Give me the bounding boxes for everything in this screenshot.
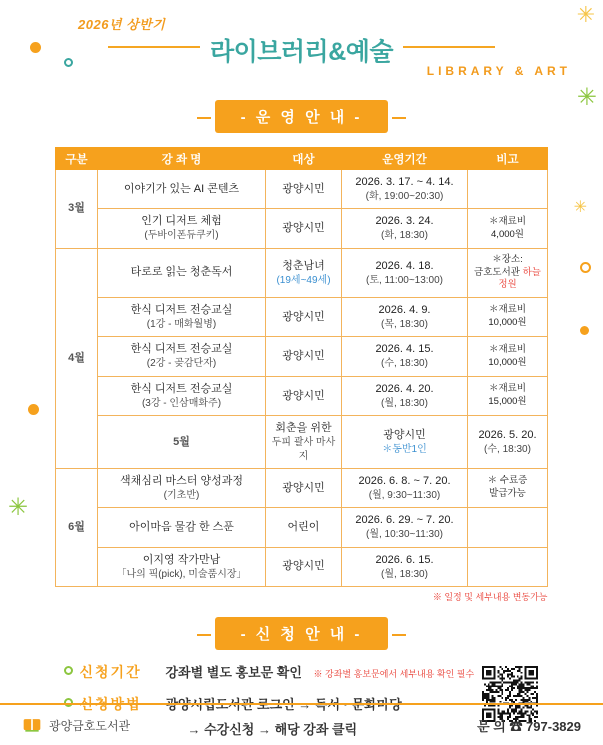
th-강좌명: 강 좌 명 bbox=[98, 148, 266, 170]
cell-remark: ＊장소: 금호도서관 하늘정원 bbox=[468, 248, 548, 297]
apply-value-period-text: 강좌별 별도 홍보문 확인 bbox=[165, 665, 302, 681]
cell-target: 청춘남녀 (19세~49세) bbox=[266, 248, 342, 297]
cell-target: 광양시민 bbox=[266, 298, 342, 337]
cell-remark: ＊ 수료증 발급가능 bbox=[468, 469, 548, 508]
page-header bbox=[0, 0, 603, 96]
page-title: 라이브러리&예술 bbox=[209, 38, 394, 66]
cell-remark bbox=[468, 508, 548, 547]
table-row bbox=[56, 376, 548, 415]
table-row bbox=[56, 508, 548, 547]
cell-target: 광양시민 bbox=[266, 547, 342, 586]
cell-target: 광양시민 ＊동반1인 bbox=[342, 416, 468, 469]
cell-period: 2026. 5. 20. (수, 18:30) bbox=[468, 416, 548, 469]
cell-course: 회춘을 위한 두피 괄사 마사지 bbox=[266, 416, 342, 469]
table-body bbox=[56, 170, 548, 587]
cell-period: 2026. 4. 9. (목, 18:30) bbox=[342, 298, 468, 337]
apply-section bbox=[0, 617, 603, 650]
cell-month: 4월 bbox=[56, 248, 98, 468]
footer-contact: 문 의 ☎ 797-3829 bbox=[477, 718, 581, 734]
th-비고: 비고 bbox=[468, 148, 548, 170]
footer-library-name: 광양금호도서관 bbox=[49, 718, 131, 733]
course-table bbox=[55, 147, 548, 587]
apply-row-period bbox=[56, 662, 548, 682]
star-decor-left-low: ✳ bbox=[8, 494, 29, 521]
cell-course: 이지영 작가만남 「나의 픽(pick), 미술품시장」 bbox=[98, 547, 266, 586]
cell-remark: ＊재료비 15,000원 bbox=[468, 376, 548, 415]
cell-target: 어린이 bbox=[266, 508, 342, 547]
cell-remark: ＊재료비 10,000원 bbox=[468, 298, 548, 337]
table-row bbox=[56, 469, 548, 508]
cell-month: 6월 bbox=[56, 469, 98, 587]
dot-decor-right-low bbox=[580, 326, 589, 335]
cell-month: 3월 bbox=[56, 170, 98, 249]
star-decor-right-upper: ✳ bbox=[576, 84, 597, 111]
cell-target: 광양시민 bbox=[266, 170, 342, 209]
cell-period: 2026. 4. 18. (토, 11:00~13:00) bbox=[342, 248, 468, 297]
table-row bbox=[56, 337, 548, 376]
table-footnote: ※ 일정 및 세부내용 변동가능 bbox=[432, 592, 548, 603]
footer-library bbox=[22, 715, 130, 735]
cell-target: 광양시민 bbox=[266, 376, 342, 415]
cell-month: 5월 bbox=[98, 416, 266, 469]
cell-course: 한식 디저트 전승교실 (1강 - 매화월병) bbox=[98, 298, 266, 337]
cell-period: 2026. 3. 17. ~ 4. 14. (화, 19:00~20:30) bbox=[342, 170, 468, 209]
apply-note-period: ※ 강좌별 홍보문에서 세부내용 확인 필수 bbox=[313, 669, 475, 680]
cell-target: 광양시민 bbox=[266, 209, 342, 248]
cell-course: 한식 디저트 전승교실 (3강 - 인삼매화주) bbox=[98, 376, 266, 415]
cell-remark: ＊재료비 4,000원 bbox=[468, 209, 548, 248]
cell-course: 한식 디저트 전승교실 (2강 - 곶감단자) bbox=[98, 337, 266, 376]
page-footer bbox=[0, 703, 603, 745]
th-구분: 구분 bbox=[56, 148, 98, 170]
table-header-row bbox=[56, 148, 548, 170]
apply-label-period: 신청기간 bbox=[79, 664, 142, 681]
table-row bbox=[56, 298, 548, 337]
page-title-sub: LIBRARY & ART bbox=[426, 64, 571, 78]
cell-remark: ＊재료비 10,000원 bbox=[468, 337, 548, 376]
th-운영기간: 운영기간 bbox=[342, 148, 468, 170]
star-decor-right-mid: ✳ bbox=[573, 199, 587, 216]
apply-value-period bbox=[166, 662, 475, 681]
book-icon bbox=[22, 715, 42, 735]
cell-period: 2026. 6. 29. ~ 7. 20. (월, 10:30~11:30) bbox=[342, 508, 468, 547]
bullet-circle-icon bbox=[64, 666, 73, 675]
th-대상: 대상 bbox=[266, 148, 342, 170]
apply-value-method-line2: → 수강신청 → 해당 강좌 클릭 bbox=[187, 722, 358, 738]
cell-course: 아이마음 물감 한 스푼 bbox=[98, 508, 266, 547]
cell-target: 광양시민 bbox=[266, 469, 342, 508]
header-kicker: 2026년 상반기 bbox=[78, 17, 166, 32]
cell-remark bbox=[468, 547, 548, 586]
cell-period: 2026. 6. 15. (월, 18:30) bbox=[342, 547, 468, 586]
dot-decor-left-mid bbox=[28, 404, 39, 415]
cell-target: 광양시민 bbox=[266, 337, 342, 376]
apply-label-method: 신청방법 bbox=[79, 696, 142, 713]
operation-section bbox=[0, 100, 603, 133]
cell-course: 색채심리 마스터 양성과정 (기초반) bbox=[98, 469, 266, 508]
cell-course: 이야기가 있는 AI 콘텐츠 bbox=[98, 170, 266, 209]
cell-period: 2026. 4. 20. (월, 18:30) bbox=[342, 376, 468, 415]
star-decor-top-right: ✳ bbox=[576, 2, 595, 27]
cell-course: 타로로 읽는 청춘독서 bbox=[98, 248, 266, 297]
cell-period: 2026. 3. 24. (화, 18:30) bbox=[342, 209, 468, 248]
ring-decor-right-mid bbox=[580, 262, 591, 273]
cell-period: 2026. 4. 15. (수, 18:30) bbox=[342, 337, 468, 376]
operation-banner: - 운 영 안 내 - bbox=[215, 100, 389, 133]
table-row bbox=[56, 209, 548, 248]
apply-banner: - 신 청 안 내 - bbox=[215, 617, 389, 650]
table-row bbox=[56, 416, 548, 469]
cell-period: 2026. 6. 8. ~ 7. 20. (월, 9:30~11:30) bbox=[342, 469, 468, 508]
cell-course: 인기 디저트 체험 (두바이폰듀쿠키) bbox=[98, 209, 266, 248]
table-row bbox=[56, 170, 548, 209]
apply-value-method-text: 광양시립도서관 로그인 → 독서 · 문화마당 bbox=[165, 697, 402, 713]
table-row bbox=[56, 248, 548, 297]
table-row bbox=[56, 547, 548, 586]
cell-remark bbox=[468, 170, 548, 209]
